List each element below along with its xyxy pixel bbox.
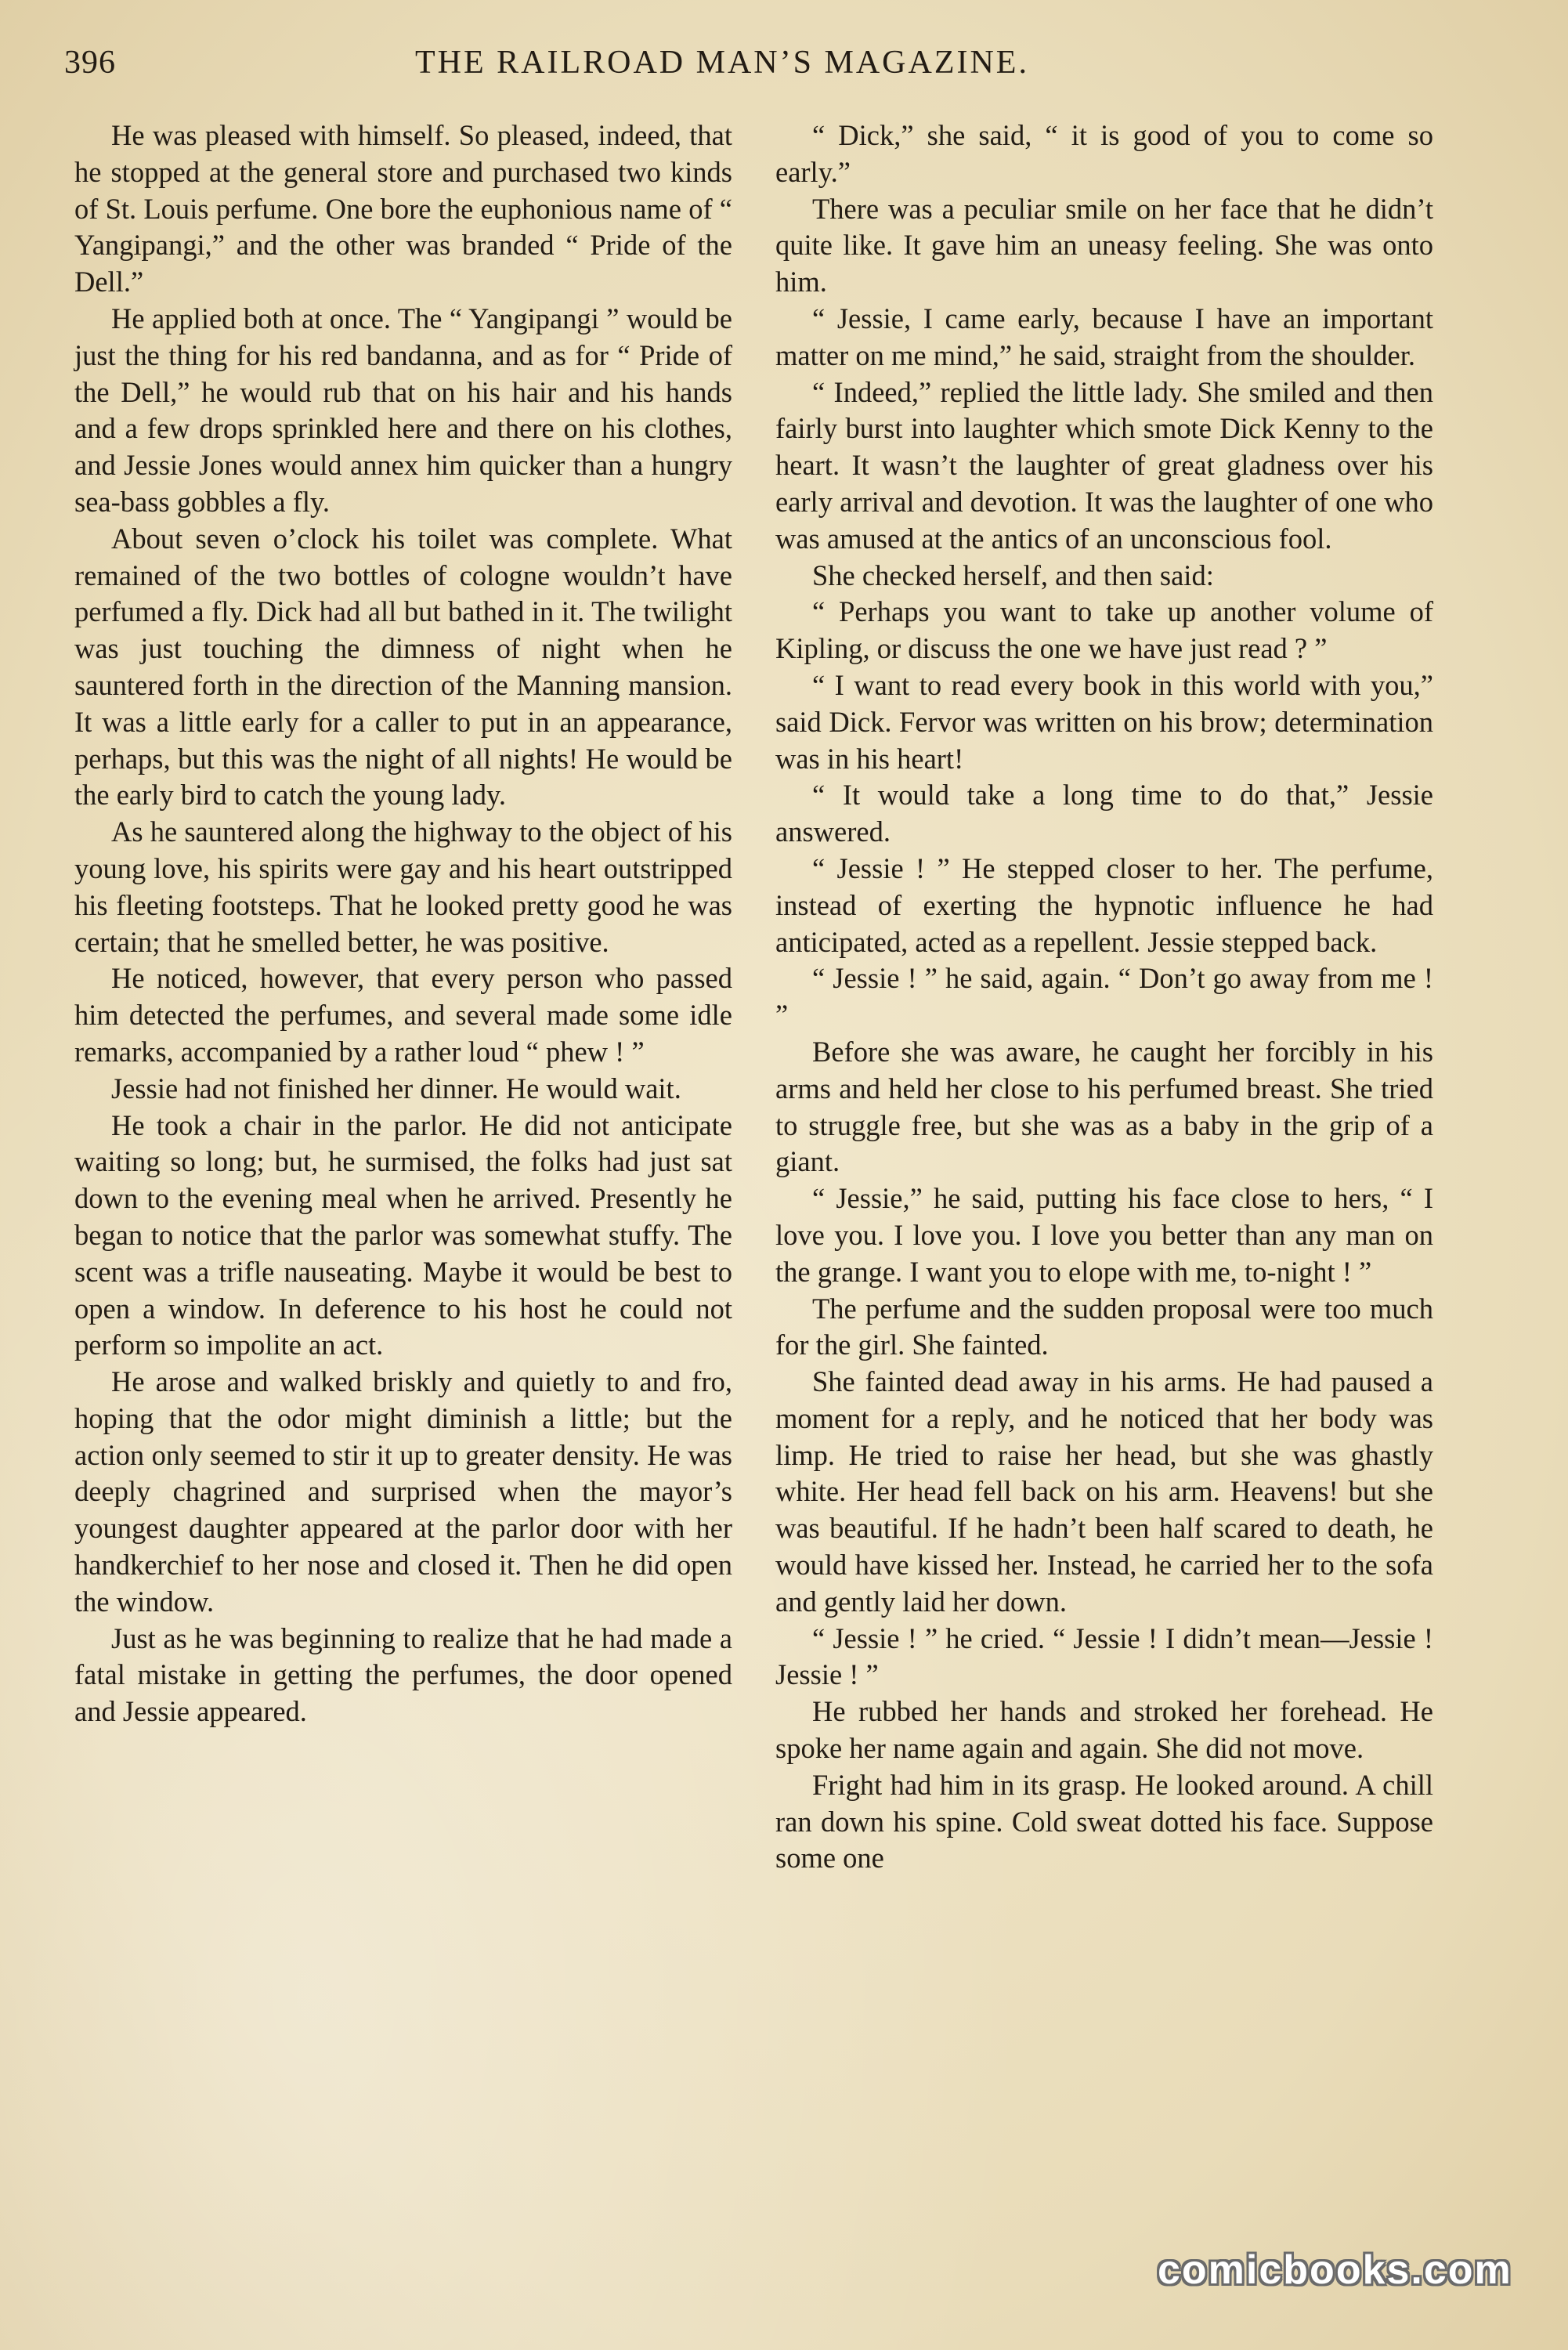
paragraph: “ Jessie, I came early, because I have an important matter on me mind,” he said, straight from the shoulder. <box>775 302 1433 371</box>
paragraph: Before she was aware, he caught her forcibly in his arms and held her close to his perfumed breast. She tried to struggle free, but she was as a baby in the grip of a giant. <box>775 1035 1433 1178</box>
page-number: 396 <box>64 45 116 81</box>
paragraph: “ Perhaps you want to take up another volume of Kipling, or discuss the one we have just read ? ” <box>775 595 1433 665</box>
paragraph: “ I want to read every book in this world with you,” said Dick. Fervor was written on his brow; determination was in his heart! <box>775 668 1433 775</box>
paragraph: “ It would take a long time to do that,” Jessie answered. <box>775 779 1433 848</box>
paragraph: Jessie had not finished her dinner. He would wait. <box>111 1072 681 1104</box>
paragraph: “ Jessie ! ” he cried. “ Jessie ! I didn’t mean—Jessie ! Jessie ! ” <box>775 1622 1433 1691</box>
paragraph: He was pleased with himself. So pleased, indeed, that he stopped at the general store and purchased two kinds of St. Louis perfume. One bore the euphonious name of “ Yangipangi,” and the other was branded “ Pride of the Dell.” <box>74 119 732 298</box>
page-header <box>0 41 1568 88</box>
paragraph: Fright had him in its grasp. He looked around. A chill ran down his spine. Cold sweat dotted his face. Suppose some one <box>775 1768 1433 1875</box>
paragraph: He applied both at once. The “ Yangipangi ” would be just the thing for his red bandanna, and as for “ Pride of the Dell,” he would rub that on his hair and his hands and a few drops sprinkled here and there on his clothes, and Jessie Jones would annex him quicker than a hungry sea-bass gobbles a fly. <box>74 302 732 518</box>
paragraph: He rubbed her hands and stroked her forehead. He spoke her name again and again. She did not move. <box>775 1695 1433 1765</box>
paragraph: “ Jessie ! ” He stepped closer to her. The perfume, instead of exerting the hypnotic influence he had anticipated, acted as a repellent. Jessie stepped back. <box>775 851 1433 958</box>
paragraph: As he sauntered along the highway to the object of his young love, his spirits were gay and his heart outstripped his fleeting footsteps. That he looked pretty good he was certain; that he smelled better, he was positive. <box>74 815 732 958</box>
paragraph: “ Jessie ! ” he said, again. “ Don’t go away from me ! ” <box>775 962 1433 1032</box>
paragraph: She checked herself, and then said: <box>812 559 1214 591</box>
paragraph: Just as he was beginning to realize that he had made a fatal mistake in getting the perfumes, the door opened and Jessie appeared. <box>74 1622 732 1728</box>
paragraph: About seven o’clock his toilet was complete. What remained of the two bottles of cologne wouldn’t have perfumed a fly. Dick had all but bathed in it. The twilight was just touching the dimness of night when he sauntered forth in the direction of the Manning mansion. It was a little early for a caller to put in an appearance, perhaps, but this was the night of all nights! He would be the early bird to catch the young lady. <box>74 522 732 812</box>
watermark-logo: comicbooks.com <box>1158 2247 1512 2293</box>
paragraph: “ Dick,” she said, “ it is good of you to come so early.” <box>775 119 1433 188</box>
paragraph: He arose and walked briskly and quietly to and fro, hoping that the odor might diminish a little; but the action only seemed to stir it up to greater density. He was deeply chagrined and surprised when the mayor’s youngest daughter appeared at the parlor door with her handkerchief to her nose and closed it. Then he did open the window. <box>74 1365 732 1618</box>
right-column <box>775 118 1433 1877</box>
paragraph: There was a peculiar smile on her face that he didn’t quite like. It gave him an uneasy feeling. She was onto him. <box>775 192 1433 298</box>
paragraph: The perfume and the sudden proposal were too much for the girl. She fainted. <box>775 1292 1433 1361</box>
left-column <box>74 118 732 1730</box>
paragraph: She fainted dead away in his arms. He had paused a moment for a reply, and he noticed that her body was limp. He tried to raise her head, but she was ghastly white. Her head fell back on his arm. Heavens! but she was beautiful. If he hadn’t been half scared to death, he would have kissed her. Instead, he carried her to the sofa and gently laid her down. <box>775 1365 1433 1618</box>
paragraph: He noticed, however, that every person who passed him detected the perfumes, and several made some idle remarks, accompanied by a rather loud “ phew ! ” <box>74 962 732 1068</box>
paragraph: He took a chair in the parlor. He did not anticipate waiting so long; but, he surmised, the folks had just sat down to the evening meal when he arrived. Presently he began to notice that the parlor was somewhat stuffy. The scent was a trifle nauseating. Maybe it would be best to open a window. In deference to his host he could not perform so impolite an act. <box>74 1108 732 1361</box>
running-title: THE RAILROAD MAN’S MAGAZINE. <box>415 45 1029 81</box>
paragraph: “ Jessie,” he said, putting his face close to hers, “ I love you. I love you. I love you better than any man on the grange. I want you to elope with me, to-night ! ” <box>775 1182 1433 1288</box>
paragraph: “ Indeed,” replied the little lady. She smiled and then fairly burst into laughter which smote Dick Kenny to the heart. It wasn’t the laughter of great gladness over his early arrival and devotion. It was the laughter of one who was amused at the antics of an unconscious fool. <box>775 375 1433 555</box>
